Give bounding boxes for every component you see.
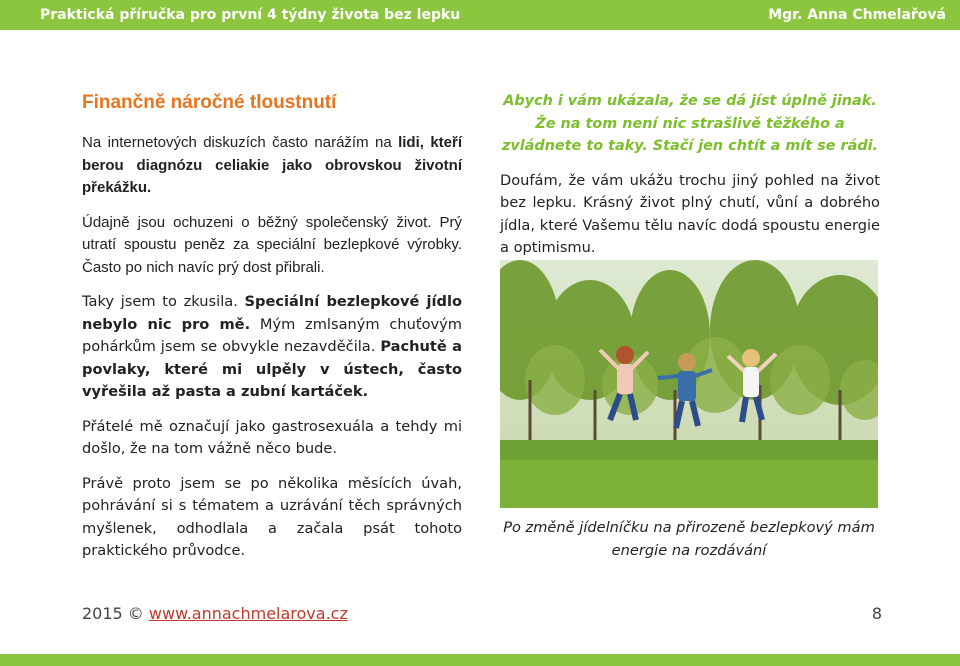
paragraph-1: Na internetových diskuzích často narážím na lidi, kteří berou diagnózu celiakie jako obrovskou životní překážku. — [82, 134, 462, 196]
page-number: 8 — [871, 604, 882, 623]
highlight-quote: Abych i vám ukázala, že se dá jíst úplně jinak. Že na tom není nic strašlivě těžkého a zvládnete to taky. Stačí jen chtít a mít se rádi. — [501, 93, 879, 154]
footer-left — [82, 604, 348, 623]
copyright: 2015 © — [82, 604, 144, 623]
paragraph-2: Údajně jsou ochuzeni o běžný společenský život. Prý utratí spoustu peněz za speciální bezlepkové výrobky. Často po nich navíc prý dost přibrali. — [82, 213, 462, 276]
website-link[interactable]: www.annachmelarova.cz — [148, 604, 348, 623]
footer — [82, 604, 882, 623]
orchard-photo-drawing — [500, 260, 878, 508]
paragraph-4: Přátelé mě označují jako gastrosexuála a tehdy mi došlo, že na tom vážně něco bude. — [82, 417, 462, 457]
photo-caption: Po změně jídelníčku na přirozeně bezlepkový mám energie na rozdávání — [503, 519, 875, 559]
paragraph-right: Doufám, že vám ukážu trochu jiný pohled na život bez lepku. Krásný život plný chutí, vůní a dobrého jídla, které Vašemu tělu navíc dodá spoustu energie a optimismu. — [500, 171, 880, 256]
header-author: Mgr. Anna Chmelařová — [768, 7, 946, 23]
section-heading: Finančně náročné tloustnutí — [82, 92, 337, 113]
footer-bar — [0, 654, 960, 666]
paragraph-3: Taky jsem to zkusila. Speciální bezlepkové jídlo nebylo nic pro mě. Mým zmlsaným chuťovým pohárkům jsem se obvykle nezavděčila. Pachutě a povlaky, které mi ulpěly v ústech, často vyřešila až pasta a zubní kartáček. — [82, 293, 463, 400]
right-column — [500, 90, 880, 272]
header-bar — [0, 0, 960, 30]
left-column — [82, 92, 462, 575]
paragraph-5: Právě proto jsem se po několika měsících úvah, pohrávání si s tématem a uzrávání těch správných myšlenek, odhodlala a začala psát tohoto praktického průvodce. — [82, 474, 462, 559]
orchard-photo — [500, 260, 878, 508]
header-title: Praktická příručka pro první 4 týdny života bez lepku — [40, 7, 461, 23]
